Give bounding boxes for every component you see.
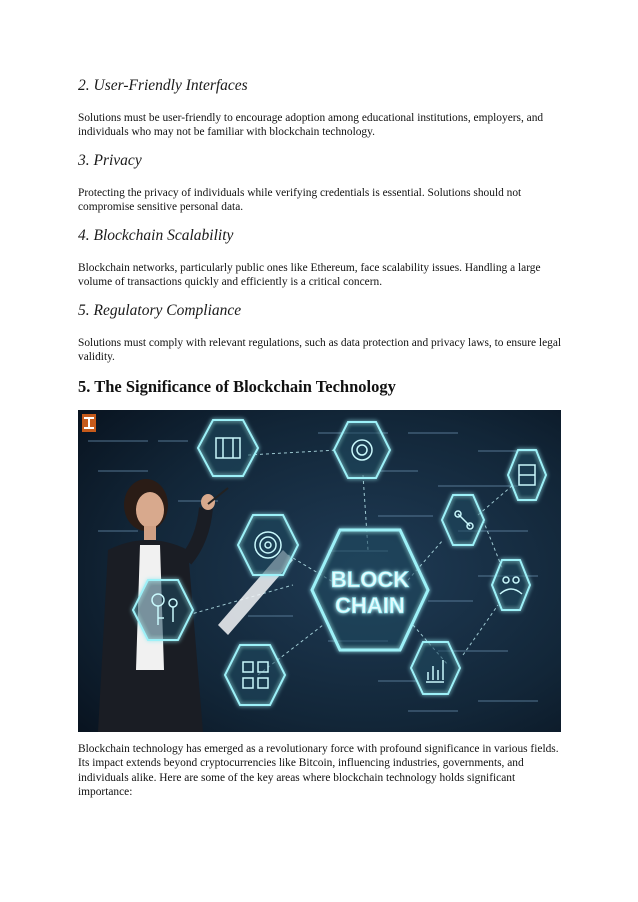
- paragraph-regulatory: [78, 336, 568, 365]
- subsection-heading-regulatory: 5. Regulatory Compliance: [78, 302, 242, 319]
- text-line: Blockchain networks, particularly public ones like Ethereum, face scalability issues. Handling a large: [78, 262, 541, 274]
- text-line: Blockchain technology has emerged as a revolutionary force with profound significance in various fields.: [78, 743, 559, 755]
- text-line: importance:: [78, 786, 133, 799]
- text-line: Its impact extends beyond cryptocurrencies like Bitcoin, influencing industries, governments, and: [78, 757, 524, 770]
- paragraph-scalability: [78, 261, 568, 290]
- blockchain-illustration-svg: [78, 410, 561, 732]
- text-line: individuals alike. Here are some of the key areas where blockchain technology holds significant: [78, 771, 516, 784]
- blockchain-label-line2: CHAIN: [335, 593, 405, 618]
- subsection-heading-scalability: 4. Blockchain Scalability: [78, 227, 234, 244]
- text-line: individuals who may not be familiar with blockchain technology.: [78, 126, 375, 139]
- subsection-heading-privacy: 3. Privacy: [78, 152, 142, 169]
- text-line: compromise sensitive personal data.: [78, 201, 244, 214]
- hex-chart-icon: [411, 642, 460, 694]
- text-line: Solutions must comply with relevant regulations, such as data protection and privacy laws, to ensure legal: [78, 337, 562, 349]
- text-line: Solutions must be user-friendly to encourage adoption among educational institutions, employers, and: [78, 112, 544, 124]
- paragraph-user-friendly: [78, 111, 568, 140]
- publisher-logo-icon: [82, 414, 96, 432]
- text-line: validity.: [78, 351, 115, 364]
- blockchain-label-line1: BLOCK: [330, 567, 410, 592]
- paragraph-privacy: [78, 186, 568, 215]
- subsection-heading-user-friendly: 2. User-Friendly Interfaces: [78, 77, 248, 94]
- text-line: volume of transactions quickly and efficiently is a critical concern.: [78, 276, 383, 289]
- section-heading-significance: 5. The Significance of Blockchain Technology: [78, 377, 396, 396]
- paragraph-significance-intro: [78, 742, 578, 800]
- blockchain-illustration: [78, 410, 561, 732]
- text-line: Protecting the privacy of individuals while verifying credentials is essential. Solutions should not: [78, 187, 522, 199]
